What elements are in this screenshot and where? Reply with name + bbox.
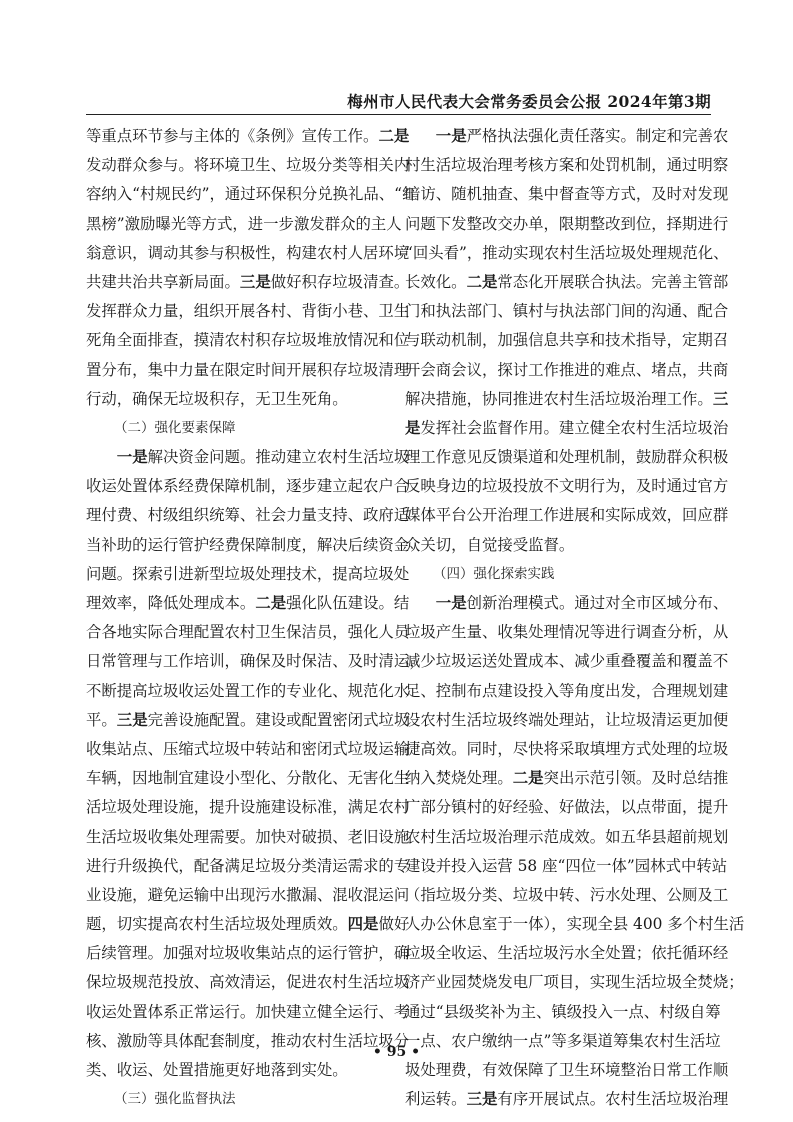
- body-text: 济产业园焚烧发电厂项目，实现生活垃圾全焚烧；: [405, 973, 744, 992]
- emphasis-text: 三是: [116, 710, 148, 729]
- text-line: [86, 151, 410, 180]
- body-text: 置分布，集中力量在限定时间开展积存垃圾清理: [86, 360, 410, 379]
- body-text: 等重点环节参与主体的《条例》宣传工作。: [86, 127, 379, 145]
- body-text: 众关切，自觉接受监督。: [405, 535, 575, 554]
- text-line: [405, 385, 729, 414]
- body-text: 保垃圾规范投放、高效清运，促进农村生活垃圾: [86, 973, 410, 992]
- body-text: 问题。探索引进新型垃圾处理技术，提高垃圾处: [86, 564, 410, 583]
- body-text: 黑榜”激励曝光等方式，进一步激发群众的主人: [86, 214, 402, 233]
- body-text: 捷高效。同时，尽快将采取填埋方式处理的垃圾: [405, 739, 729, 758]
- text-line: [86, 297, 410, 326]
- body-text: 收运处置体系经费保障机制，逐步建立起农户合: [86, 477, 410, 496]
- text-line: [86, 881, 410, 910]
- body-text: 发挥群众力量，组织开展各村、背街小巷、卫生: [86, 302, 410, 321]
- emphasis-text: 一是: [435, 127, 467, 145]
- text-line: [86, 852, 410, 881]
- body-text: 发动群众参与。将环境卫生、垃圾分类等相关内: [86, 156, 410, 175]
- text-line: [405, 706, 729, 735]
- body-text: 强化队伍建设。结: [286, 594, 410, 612]
- text-line: [86, 531, 410, 560]
- text-line: [405, 764, 729, 793]
- text-line: [405, 297, 729, 326]
- section-heading-text: （三）强化监督执法: [114, 1091, 236, 1108]
- body-text: 车辆，因地制宜建设小型化、分散化、无害化生: [86, 769, 410, 788]
- text-line: [405, 443, 729, 472]
- body-text: 收集站点、压缩式垃圾中转站和密闭式垃圾运输: [86, 739, 410, 758]
- journal-header: [86, 88, 711, 115]
- body-text: 长效化。: [405, 272, 467, 291]
- right-column: [405, 122, 745, 1114]
- body-text: 突出示范引领。及时总结推: [543, 769, 729, 788]
- body-text: 暗访、随机抽查、集中督查等方式，及时对发现: [405, 185, 729, 204]
- body-text: 一点、农户缴纳一点”等多渠道筹集农村生活垃: [405, 1031, 721, 1050]
- body-text: 有序开展试点。农村生活垃圾治理: [497, 1090, 729, 1109]
- text-line: [405, 531, 711, 560]
- body-text: 村生活垃圾治理考核方案和处罚机制，通过明察: [405, 156, 729, 175]
- page-number: • 95 •: [372, 1044, 421, 1060]
- section-heading: [86, 1085, 392, 1114]
- text-line: [86, 122, 410, 151]
- emphasis-text: 二是: [512, 769, 544, 788]
- text-line: [86, 677, 410, 706]
- text-line: [86, 180, 418, 209]
- text-line: [405, 647, 729, 676]
- text-line: [405, 501, 729, 530]
- body-text: 足、控制布点建设投入等角度出发，合理规划建: [405, 681, 729, 700]
- text-line: [86, 1056, 392, 1085]
- text-line: [86, 939, 410, 968]
- body-text: 合各地实际合理配置农村卫生保洁员，强化人员: [86, 623, 410, 642]
- body-text: 与联动机制，加强信息共享和技术指导，定期召: [405, 331, 729, 350]
- text-line: [405, 210, 729, 239]
- text-line: [86, 793, 410, 822]
- body-text: 进行升级换代，配备满足垃圾分类清运需求的专: [86, 856, 410, 875]
- text-line: [405, 239, 729, 268]
- text-line: [405, 939, 729, 968]
- body-text: 理付费、村级组织统筹、社会力量支持、政府适: [86, 506, 410, 525]
- text-line: [405, 1056, 729, 1085]
- text-line: [86, 910, 410, 939]
- body-text: 日常管理与工作培训，确保及时保洁、及时清运，: [86, 652, 425, 671]
- text-line: [405, 589, 729, 618]
- journal-title: 梅州市人民代表大会常务委员会公报 2024年第3期: [347, 92, 711, 111]
- text-line: [86, 618, 410, 647]
- body-text: 平。: [86, 710, 117, 729]
- body-text: 通过“县级奖补为主、镇级投入一点、村级自筹: [405, 1002, 721, 1021]
- emphasis-text: 三: [712, 389, 729, 408]
- body-text: 容纳入“村规民约”，通过环保积分兑换礼品、“红: [86, 185, 418, 204]
- text-line: [86, 472, 410, 501]
- body-text: 反映身边的垃圾投放不文明行为，及时通过官方: [405, 477, 729, 496]
- body-text: “回头看”，推动实现农村生活垃圾处理规范化、: [405, 243, 729, 262]
- text-line: [405, 735, 729, 764]
- text-line: [405, 793, 729, 822]
- text-line: [86, 968, 410, 997]
- text-line: [86, 326, 410, 355]
- text-line: [405, 414, 729, 443]
- emphasis-text: 四是: [347, 915, 379, 934]
- section-heading: [86, 414, 392, 443]
- text-line: [405, 356, 729, 385]
- text-line: [86, 764, 410, 793]
- body-text: 建设并投入运营 58 座“四位一体”园林式中转站: [405, 856, 728, 875]
- text-line: [86, 560, 410, 589]
- body-text: 题，切实提高农村生活垃圾处理质效。: [86, 915, 348, 934]
- text-line: [405, 823, 729, 852]
- text-line: [405, 852, 728, 881]
- section-heading-text: （二）强化要素保障: [114, 419, 236, 436]
- text-line: [405, 1085, 729, 1114]
- emphasis-text: 三是: [466, 1090, 498, 1109]
- text-line: [86, 210, 402, 239]
- body-text: 完善设施配置。建设或配置密闭式垃圾: [147, 710, 410, 729]
- emphasis-text: 二是: [466, 272, 498, 291]
- body-text: 常态化开展联合执法。完善主管部: [497, 272, 729, 291]
- body-text: 广部分镇村的好经验、好做法，以点带面，提升: [405, 798, 729, 817]
- body-text: 生活垃圾收集处理需要。加快对破损、老旧设施: [86, 827, 410, 846]
- body-text: 开会商会议，探讨工作推进的难点、堵点，共商: [405, 360, 729, 379]
- body-text: 门和执法部门、镇村与执法部门间的沟通、配合: [405, 302, 729, 321]
- text-line: [86, 735, 410, 764]
- text-line: [405, 472, 729, 501]
- body-text: 严格执法强化责任落实。制定和完善农: [466, 127, 729, 145]
- text-line: [405, 268, 729, 297]
- body-text: 解决措施，协同推进农村生活垃圾治理工作。: [405, 389, 713, 408]
- body-text: 创新治理模式。通过对全市区域分布、: [466, 594, 729, 612]
- text-line: [405, 151, 729, 180]
- body-text: 活垃圾处理设施，提升设施建设标准，满足农村: [86, 798, 410, 817]
- text-line: [86, 268, 410, 297]
- text-line: [86, 706, 410, 735]
- body-text: 不断提高垃圾收运处置工作的专业化、规范化水: [86, 681, 410, 700]
- text-line: [86, 998, 410, 1027]
- body-text: 问题下发整改交办单，限期整改到位，择期进行: [405, 214, 729, 233]
- text-line: [86, 501, 410, 530]
- text-line: [405, 677, 729, 706]
- emphasis-text: 一是: [435, 594, 467, 612]
- body-text: 做好: [378, 915, 410, 934]
- body-text: 解决资金问题。推动建立农村生活垃圾: [147, 448, 410, 467]
- text-line: [405, 910, 745, 939]
- text-line: [405, 881, 729, 910]
- body-text: [405, 127, 436, 145]
- text-line: [405, 326, 729, 355]
- section-heading: [405, 560, 711, 589]
- text-line: [86, 589, 410, 618]
- body-text: 圾处理费，有效保障了卫生环境整治日常工作顺: [405, 1061, 729, 1079]
- text-line: [405, 618, 729, 647]
- body-text: 人办公休息室于一体），实现全县 400 多个村生活: [405, 915, 745, 934]
- body-text: 农村生活垃圾治理示范成效。如五华县超前规划: [405, 827, 729, 846]
- text-line: [405, 180, 729, 209]
- body-text: 利运转。: [405, 1090, 467, 1109]
- text-line: [86, 647, 425, 676]
- body-text: 当补助的运行管护经费保障制度，解决后续资金: [86, 535, 410, 554]
- text-line: [405, 122, 729, 151]
- body-text: 共建共治共享新局面。: [86, 272, 240, 291]
- text-line: [405, 998, 721, 1027]
- emphasis-text: 一是: [116, 448, 148, 467]
- body-text: 垃圾产生量、收集处理情况等进行调查分析，从: [405, 623, 729, 642]
- body-text: 发挥社会监督作用。建立健全农村生活垃圾治: [420, 418, 729, 437]
- text-line: [405, 968, 744, 997]
- body-text: 媒体平台公开治理工作进展和实际成效，回应群: [405, 506, 729, 525]
- body-text: 理效率，降低处理成本。: [86, 594, 256, 612]
- text-line: [86, 443, 410, 472]
- body-text: 收运处置体系正常运行。加快建立健全运行、考: [86, 1002, 410, 1021]
- body-text: [405, 594, 436, 612]
- emphasis-text: 三是: [239, 272, 271, 291]
- emphasis-text: 二是: [378, 127, 410, 145]
- body-text: 后续管理。加强对垃圾收集站点的运行管护，确: [86, 944, 410, 963]
- body-text: 理工作意见反馈渠道和处理机制，鼓励群众积极: [405, 448, 729, 467]
- body-text: [86, 448, 117, 466]
- body-text: 行动，确保无垃圾积存，无卫生死角。: [86, 389, 348, 408]
- body-text: （指垃圾分类、垃圾中转、污水处理、公厕及工: [405, 885, 729, 904]
- body-text: 翁意识，调动其参与积极性，构建农村人居环境: [86, 243, 410, 262]
- emphasis-text: 是: [405, 418, 421, 437]
- body-text: 减少垃圾运送处置成本、减少重叠覆盖和覆盖不: [405, 652, 729, 671]
- body-text: 类、收运、处置措施更好地落到实处。: [86, 1061, 348, 1079]
- text-line: [86, 356, 410, 385]
- body-text: 纳入焚烧处理。: [405, 769, 513, 788]
- text-line: [86, 385, 392, 414]
- body-text: 做好积存垃圾清查。: [270, 272, 410, 291]
- body-text: 设农村生活垃圾终端处理站，让垃圾清运更加便: [405, 710, 729, 729]
- text-line: [86, 239, 410, 268]
- section-heading-text: （四）强化探索实践: [433, 565, 555, 582]
- body-text: 业设施，避免运输中出现污水撒漏、混收混运问: [86, 885, 410, 904]
- body-text: 垃圾全收运、生活垃圾污水全处置；依托循环经: [405, 944, 729, 963]
- text-line: [86, 823, 410, 852]
- emphasis-text: 二是: [255, 594, 287, 612]
- body-text: 死角全面排查，摸清农村积存垃圾堆放情况和位: [86, 331, 410, 350]
- body-text: 核、激励等具体配套制度，推动农村生活垃圾分: [86, 1031, 410, 1050]
